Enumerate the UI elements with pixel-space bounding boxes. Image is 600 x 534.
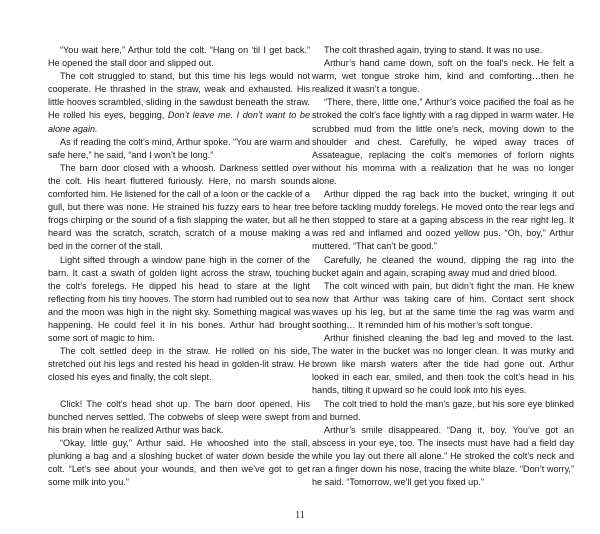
paragraph: Arthur dipped the rag back into the bucket, wringing it out before tackling muddy forelegs. He moved onto the rear legs and then stopped to stare at a gaping abscess in the rear right leg. It was red and inflamed and oozed yellow pus. “Oh, boy,” Arthur muttered. “That can’t be good.” — [312, 189, 574, 252]
paragraph: The colt tried to hold the man’s gaze, but his sore eye blinked and burned. — [312, 398, 574, 422]
paragraph: Arthur’s smile disappeared. “Dang it, boy. You’ve got an abscess in your eye, too. The insects must have had a field day while you lay out there all alone.” He stroked the colt’s neck and ran a finger down his nose, tracing the white blaze. “Don’t worry,” he said. “Tomorrow, we’ll get you fixed up.” — [312, 424, 574, 488]
paragraph: Arthur finished cleaning the bad leg and moved to the last. The water in the bucket was no longer clean. It was murky and brown like marsh waters after the tide had gone out. Arthur looked in each ear, smiled, and then took the colt’s head in his hands, tilting it upward so he could look into his eyes. — [312, 333, 574, 396]
italic-thought: Don’t leave me. I don’t want to be alone again. — [48, 110, 310, 134]
paragraph: As if reading the colt’s mind, Arthur spoke. “You are warm and safe here,” he said, “and I won’t be long.” — [48, 136, 310, 160]
paragraph: “Okay, little guy,” Arthur said. He whooshed into the stall, plunking a bag and a sloshing bucket of water down beside the colt. “Let’s see about your wounds, and then we’ve got to get some milk into you.” — [48, 437, 310, 488]
paragraph: The barn door closed with a whoosh. Darkness settled over the colt. His heart fluttered furiously. Here, no marsh sounds comforted him. He listened for the call of a loon or the cackle of a gull, but there was none. He strained his fuzzy ears to hear tree frogs chirping or the sound of a fish slapping the water, but all he heard was the scratch, scratch, scratch of a mouse making a bed in the corner of the stall. — [48, 162, 310, 252]
page-number: 11 — [295, 510, 305, 521]
left-column — [48, 44, 310, 489]
right-column — [312, 44, 574, 489]
paragraph: Arthur’s hand came down, soft on the foal’s neck. He felt a warm, wet tongue stroke him, kind and comforting…then he realized it wasn’t a tongue. — [312, 58, 574, 95]
paragraph: The colt winced with pain, but didn’t fight the man. He knew now that Arthur was taking care of him. Contact sent shock waves up his leg, but at the same time the rag was warm and soothing… It reminded him of his mother’s soft tongue. — [312, 280, 574, 330]
paragraph: Click! The colt’s head shot up. The barn door opened. His bunched nerves settled. The cobwebs of sleep were swept from his brain when he realized Arthur was back. — [48, 398, 310, 435]
paragraph: The colt settled deep in the straw. He rolled on his side, stretched out his legs and rested his head in golden-lit straw. He closed his eyes and finally, the colt slept. — [48, 346, 310, 383]
paragraph: Light sifted through a window pane high in the corner of the barn. It cast a swath of golden light across the straw, touching the colt’s forelegs. He dipped his head to stare at the light reflecting from his tiny hooves. The storm had rumbled out to sea and the moon was high in the night sky. Something magical was happening. He could feel it in his bones. Arthur had brought some sort of magic to him. — [48, 254, 310, 344]
paragraph: Carefully, he cleaned the wound, dipping the rag into the bucket again and again, scraping away mud and dried blood. — [312, 254, 574, 278]
paragraph: “There, there, little one,” Arthur’s voice pacified the foal as he stroked the colt’s face lightly with a rag dipped in warm water. He scrubbed mud from the little one’s neck, moving down to the shoulder and chest. Carefully, he wiped away traces of Assateague, replacing the colt’s memories of forlorn nights without his momma with a realization that he was no longer alone. — [312, 97, 574, 186]
paragraph: The colt thrashed again, trying to stand. It was no use. — [324, 45, 543, 55]
paragraph: The colt struggled to stand, but this time his legs would not cooperate. He thrashed in the straw, weak and exhausted. His little hooves scrambled, sliding in the sawdust beneath the straw. He rolled his eyes, begging, Don’t leave me. I don’t want to be alone again. — [48, 71, 310, 134]
paragraph: “You wait here,” Arthur told the colt. “Hang on ‘til I get back.” He opened the stall door and slipped out. — [48, 45, 310, 69]
